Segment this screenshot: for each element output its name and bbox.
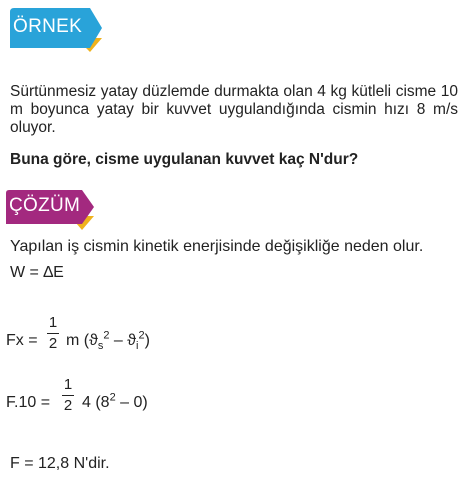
work-energy-equation: W = ∆E [10,264,64,281]
eq1-fraction [47,314,59,353]
problem-text: Sürtünmesiz yatay düzlemde durmakta olan 4 kg kütleli cisme 10 m boyunca yatay bir kuvvet uygulandığında cismin hızı 8 m/s oluyor. [10,83,458,136]
solution-intro: Yapılan iş cismin kinetik enerjisinde değişikliğe neden olur. [10,238,424,255]
substitution-equation [6,376,206,428]
eq1-sub-i: i [136,340,139,353]
eq1-lhs: Fx = [6,332,38,349]
eq1-fraction-bar [47,333,59,334]
eq2-rhs: 4 $(8^2 - 0)$ [82,391,148,411]
eq1-denominator: 2 [48,335,58,352]
eq2-sup: 2 [109,391,116,404]
eq1-rhs: m $(ϑ_s^2 - ϑ_i^2)$ [66,329,150,353]
example-badge [10,8,102,56]
kinetic-energy-equation [6,314,206,366]
eq2-lhs: F.10 = [6,394,51,411]
problem-question: Buna göre, cisme uygulanan kuvvet kaç N'dur? [10,151,359,168]
eq2-fraction [62,376,74,415]
eq1-numerator: 1 [48,314,58,331]
solution-badge [6,190,94,234]
solution-badge-label: ÇÖZÜM [9,195,81,216]
eq2-denominator: 2 [63,397,73,414]
example-badge-label: ÖRNEK [13,16,83,37]
final-answer: F = 12,8 N'dir. [10,455,110,472]
eq1-sup-2b: 2 [138,329,145,342]
eq2-numerator: 1 [63,376,73,393]
eq1-sup-2a: 2 [103,329,110,342]
eq1-sub-s: s [97,340,104,353]
eq2-fraction-bar [62,395,74,396]
